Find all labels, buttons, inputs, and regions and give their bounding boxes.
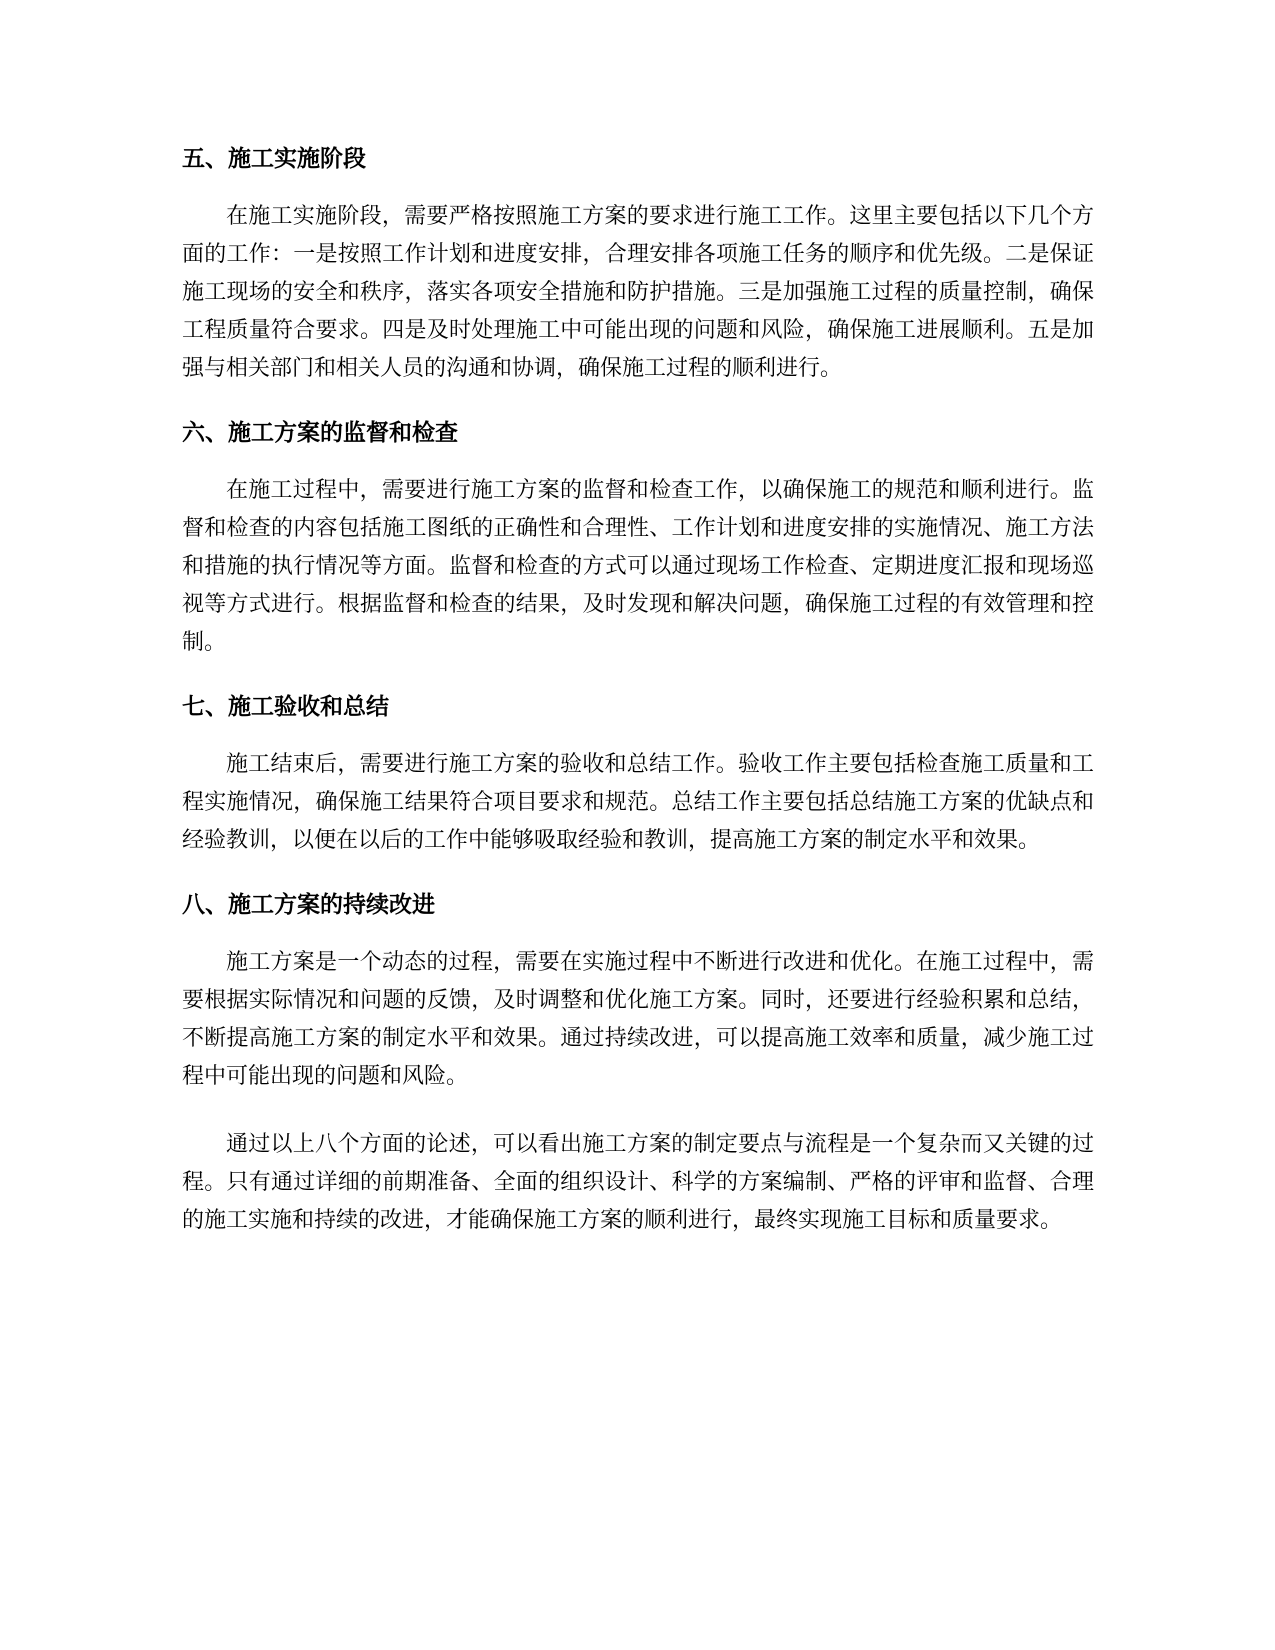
section-heading-8: 八、施工方案的持续改进	[182, 892, 435, 918]
section-heading-6: 六、施工方案的监督和检查	[182, 420, 458, 446]
document-body	[182, 140, 1094, 1240]
section-paragraph-8: 施工方案是一个动态的过程，需要在实施过程中不断进行改进和优化。在施工过程中，需要根据实际情况和问题的反馈，及时调整和优化施工方案。同时，还要进行经验积累和总结，不断提高施工方案的制定水平和效果。通过持续改进，可以提高施工效率和质量，减少施工过程中可能出现的问题和风险。	[182, 950, 1094, 1089]
conclusion-paragraph: 通过以上八个方面的论述，可以看出施工方案的制定要点与流程是一个复杂而又关键的过程。只有通过详细的前期准备、全面的组织设计、科学的方案编制、严格的评审和监督、合理的施工实施和持续的改进，才能确保施工方案的顺利进行，最终实现施工目标和质量要求。	[182, 1132, 1094, 1233]
section-heading-5: 五、施工实施阶段	[182, 146, 366, 172]
section-paragraph-7: 施工结束后，需要进行施工方案的验收和总结工作。验收工作主要包括检查施工质量和工程实施情况，确保施工结果符合项目要求和规范。总结工作主要包括总结施工方案的优缺点和经验教训，以便在以后的工作中能够吸取经验和教训，提高施工方案的制定水平和效果。	[182, 752, 1094, 853]
section-heading-7: 七、施工验收和总结	[182, 694, 389, 720]
section-paragraph-5: 在施工实施阶段，需要严格按照施工方案的要求进行施工工作。这里主要包括以下几个方面的工作：一是按照工作计划和进度安排，合理安排各项施工任务的顺序和优先级。二是保证施工现场的安全和秩序，落实各项安全措施和防护措施。三是加强施工过程的质量控制，确保工程质量符合要求。四是及时处理施工中可能出现的问题和风险，确保施工进展顺利。五是加强与相关部门和相关人员的沟通和协调，确保施工过程的顺利进行。	[182, 204, 1094, 381]
section-paragraph-6: 在施工过程中，需要进行施工方案的监督和检查工作，以确保施工的规范和顺利进行。监督和检查的内容包括施工图纸的正确性和合理性、工作计划和进度安排的实施情况、施工方法和措施的执行情况等方面。监督和检查的方式可以通过现场工作检查、定期进度汇报和现场巡视等方式进行。根据监督和检查的结果，及时发现和解决问题，确保施工过程的有效管理和控制。	[182, 478, 1094, 655]
